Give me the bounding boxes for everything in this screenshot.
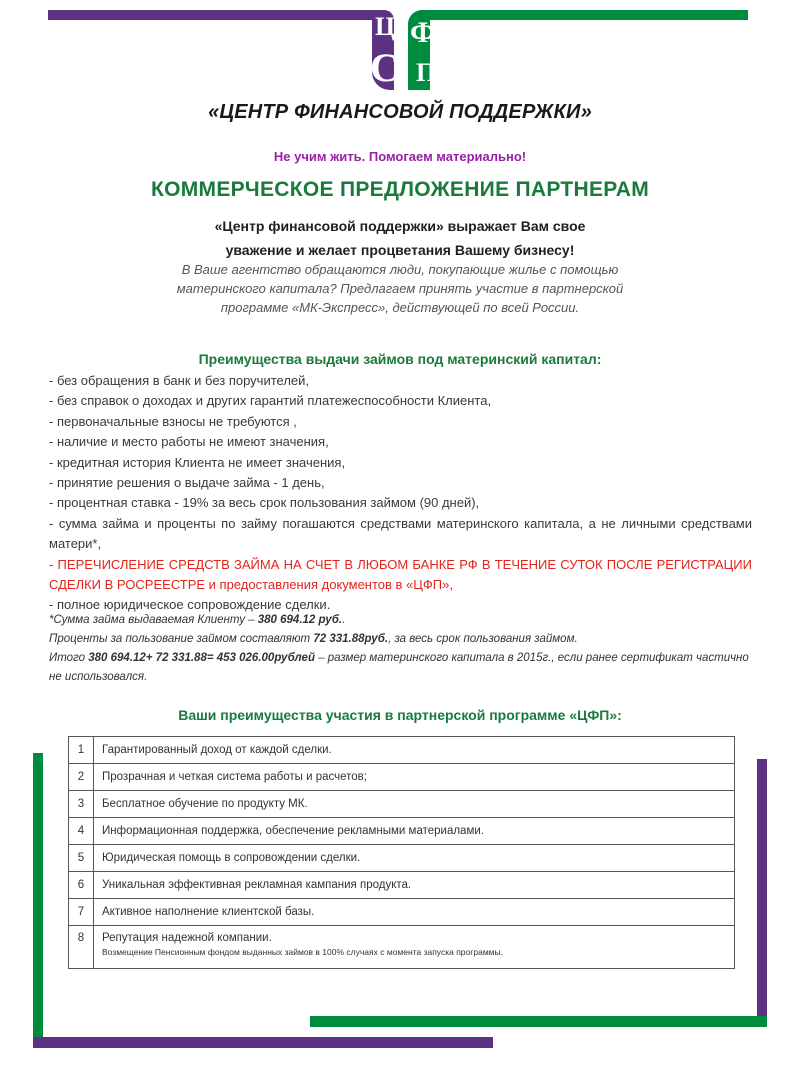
table-row bbox=[69, 845, 735, 872]
intro-line: программе «МК-Экспресс», действующей по всей России. bbox=[220, 300, 580, 315]
top-green-bar bbox=[420, 10, 748, 20]
row-text: Уникальная эффективная рекламная кампания продукта. bbox=[94, 872, 735, 899]
advantage-item: - принятие решения о выдаче займа - 1 день, bbox=[49, 475, 325, 491]
highlight-rest: и предоставления документов в «ЦФП», bbox=[205, 577, 453, 593]
table-row bbox=[69, 899, 735, 926]
row-number: 2 bbox=[69, 764, 94, 791]
right-purple-vertical-bar bbox=[757, 759, 767, 1027]
greeting bbox=[0, 214, 800, 262]
left-green-vertical-bar bbox=[33, 753, 43, 1047]
advantage-item: - полное юридическое сопровождение сделки. bbox=[49, 597, 331, 613]
row-text: Бесплатное обучение по продукту МК. bbox=[94, 791, 735, 818]
table-row bbox=[69, 764, 735, 791]
advantage-item: - первоначальные взносы не требуются , bbox=[49, 413, 297, 429]
bottom-purple-bar bbox=[33, 1037, 493, 1048]
greeting-line: уважение и желает процветания Вашему бизнесу! bbox=[225, 242, 575, 258]
row-text: Активное наполнение клиентской базы. bbox=[94, 899, 735, 926]
advantage-item: - сумма займа и проценты по займу погашаются средствами материнского капитала, а не личными средствами матери*, bbox=[49, 515, 752, 552]
intro-line: материнского капитала? Предлагаем принять участие в партнерской bbox=[176, 281, 624, 296]
logo-letter-p: П bbox=[416, 58, 437, 87]
partner-benefits-title: Ваши преимущества участия в партнерской программе «ЦФП»: bbox=[178, 707, 622, 723]
logo bbox=[372, 8, 444, 92]
row-text: Юридическая помощь в сопровождении сделки. bbox=[94, 845, 735, 872]
table-row bbox=[69, 818, 735, 845]
table-row bbox=[69, 791, 735, 818]
note-line-total: Итого 380 694.12+ 72 331.88= 453 026.00рублей – размер материнского капитала в 2015г., если ранее сертификат частично не использовался. bbox=[49, 652, 749, 683]
greeting-line: «Центр финансовой поддержки» выражает Вам свое bbox=[214, 218, 586, 234]
table-row bbox=[69, 872, 735, 899]
advantage-item: - без обращения в банк и без поручителей, bbox=[49, 373, 310, 388]
row-text: Прозрачная и четкая система работы и расчетов; bbox=[94, 764, 735, 791]
row-subtext: Возмещение Пенсионным фондом выданных займов в 100% случаях с момента запуска программы. bbox=[102, 947, 503, 957]
logo-letter-ts: Ц bbox=[375, 12, 396, 41]
organization-name: «ЦЕНТР ФИНАНСОВОЙ ПОДДЕРЖКИ» bbox=[208, 101, 592, 123]
logo-letter-f: Ф bbox=[410, 16, 436, 49]
intro-line: В Ваше агентство обращаются люди, покупающие жилье с помощью bbox=[181, 262, 619, 277]
row-number: 3 bbox=[69, 791, 94, 818]
loan-amount: 380 694.12 руб. bbox=[257, 614, 343, 626]
advantage-item: - процентная ставка - 19% за весь срок пользования займом (90 дней), bbox=[49, 495, 480, 511]
slogan: Не учим жить. Помогаем материально! bbox=[273, 149, 527, 164]
advantage-item: - наличие и место работы не имеют значения, bbox=[49, 434, 329, 450]
row-number: 7 bbox=[69, 899, 94, 926]
row-text-cell bbox=[94, 926, 735, 969]
advantage-item-highlight bbox=[49, 555, 752, 596]
advantages-list bbox=[49, 371, 752, 616]
note-line-interest: Проценты за пользование займом составляют 72 331.88руб., за весь срок пользования займом. bbox=[49, 633, 578, 645]
note-line-amount: *Сумма займа выдаваемая Клиенту – 380 694.12 руб.. bbox=[49, 614, 346, 626]
row-text: Репутация надежной компании. bbox=[102, 932, 272, 944]
page-headline: КОММЕРЧЕСКОЕ ПРЕДЛОЖЕНИЕ ПАРТНЕРАМ bbox=[150, 178, 650, 201]
row-number: 5 bbox=[69, 845, 94, 872]
row-text: Информационная поддержка, обеспечение рекламными материалами. bbox=[94, 818, 735, 845]
bottom-green-bar bbox=[310, 1016, 767, 1027]
partner-benefits-table bbox=[68, 736, 735, 969]
intro-paragraph bbox=[0, 260, 800, 317]
row-number: 4 bbox=[69, 818, 94, 845]
loan-notes bbox=[49, 611, 761, 687]
logo-letter-s: С bbox=[370, 45, 399, 90]
top-purple-bar bbox=[48, 10, 376, 20]
advantage-item: - без справок о доходах и других гарантий платежеспособности Клиента, bbox=[49, 393, 492, 409]
interest-amount: 72 331.88руб. bbox=[313, 633, 389, 645]
advantage-item: - кредитная история Клиента не имеет значения, bbox=[49, 454, 346, 470]
table-row bbox=[69, 737, 735, 764]
row-text: Гарантированный доход от каждой сделки. bbox=[94, 737, 735, 764]
row-number: 1 bbox=[69, 737, 94, 764]
table-row bbox=[69, 926, 735, 969]
highlight-caps: - ПЕРЕЧИСЛЕНИЕ СРЕДСТВ ЗАЙМА НА СЧЕТ В ЛЮБОМ БАНКЕ РФ В ТЕЧЕНИЕ СУТОК ПОСЛЕ РЕГИСТРАЦИИ СДЕЛКИ В РОСРЕЕСТРЕ bbox=[49, 556, 752, 593]
row-number: 6 bbox=[69, 872, 94, 899]
advantages-title: Преимущества выдачи займов под материнский капитал: bbox=[198, 351, 602, 367]
total-amount: 380 694.12+ 72 331.88= 453 026.00рублей bbox=[88, 652, 315, 664]
row-number: 8 bbox=[69, 926, 94, 969]
